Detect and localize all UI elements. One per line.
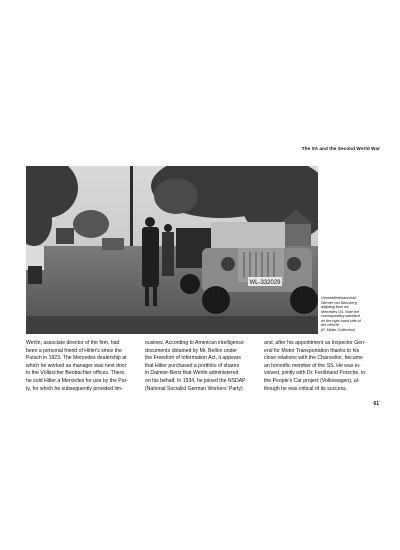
historical-photo [26, 166, 318, 334]
body-line: which he worked as manager was next door [26, 362, 127, 369]
body-line: an honorific member of the SS. He was in- [264, 362, 361, 369]
body-line: to the Völkischer Beobachter offices. There, [26, 370, 126, 377]
body-line: though he was critical of its success. [264, 385, 348, 392]
caption-line: on the right-hand side of [321, 318, 361, 323]
caption-line: Generalfeldmarschall [321, 296, 356, 300]
body-line: Werlin, associate director of the firm, had [26, 340, 120, 346]
body-line: and, after his appointment as Inspector Gen- [264, 340, 366, 346]
body-line: documents obtained by Mr. Bellon under [145, 347, 238, 354]
body-line: ousines. According to American intelligence [145, 340, 244, 346]
body-line: the Freedom of Information Act, it appears [145, 355, 242, 362]
body-column-1 [26, 340, 131, 393]
page-number: 61 [373, 401, 379, 407]
body-column-2 [145, 340, 250, 393]
body-line: ty, for which he subsequently provided lim- [26, 385, 123, 392]
caption-line: Mercedes G4. Note the [321, 309, 360, 314]
photo-caption [321, 296, 377, 332]
body-line: he sold Hitler a Mercedes for use by the Par- [26, 377, 129, 384]
caption-line: (K. Müller Collection) [321, 327, 356, 332]
body-line: that Hitler purchased a portfolio of shares [145, 362, 240, 369]
body-line: eral for Motor Transportation thanks to his [264, 347, 360, 354]
body-line: the People's Car project (Volkswagen), al- [264, 377, 360, 384]
body-column-3 [264, 340, 369, 393]
body-line: volved, jointly with Dr. Ferdinand Porsche, in [264, 370, 366, 377]
body-line: (National Socialist German Workers' Party) [145, 385, 243, 392]
body-line: on his behalf. In 1934, he joined the NSDAP [145, 377, 246, 384]
licence-plate: WL-332029 [249, 280, 281, 286]
body-line: close relations with the Chancellor, became [264, 355, 363, 362]
body-line: in Daimler-Benz that Werlin administered [145, 370, 239, 377]
body-line: been a personal friend of Hitler's since the [26, 347, 122, 354]
caption-line: alighting from his [321, 305, 349, 309]
caption-line: corresponding standard [321, 314, 360, 318]
body-line: Putsch in 1923. The Mercedes dealership at [26, 355, 127, 362]
caption-line: the vehicle. [321, 323, 340, 327]
caption-line: Werner von Blomberg [321, 300, 357, 305]
running-head: The SA and the Second World War [301, 146, 380, 151]
